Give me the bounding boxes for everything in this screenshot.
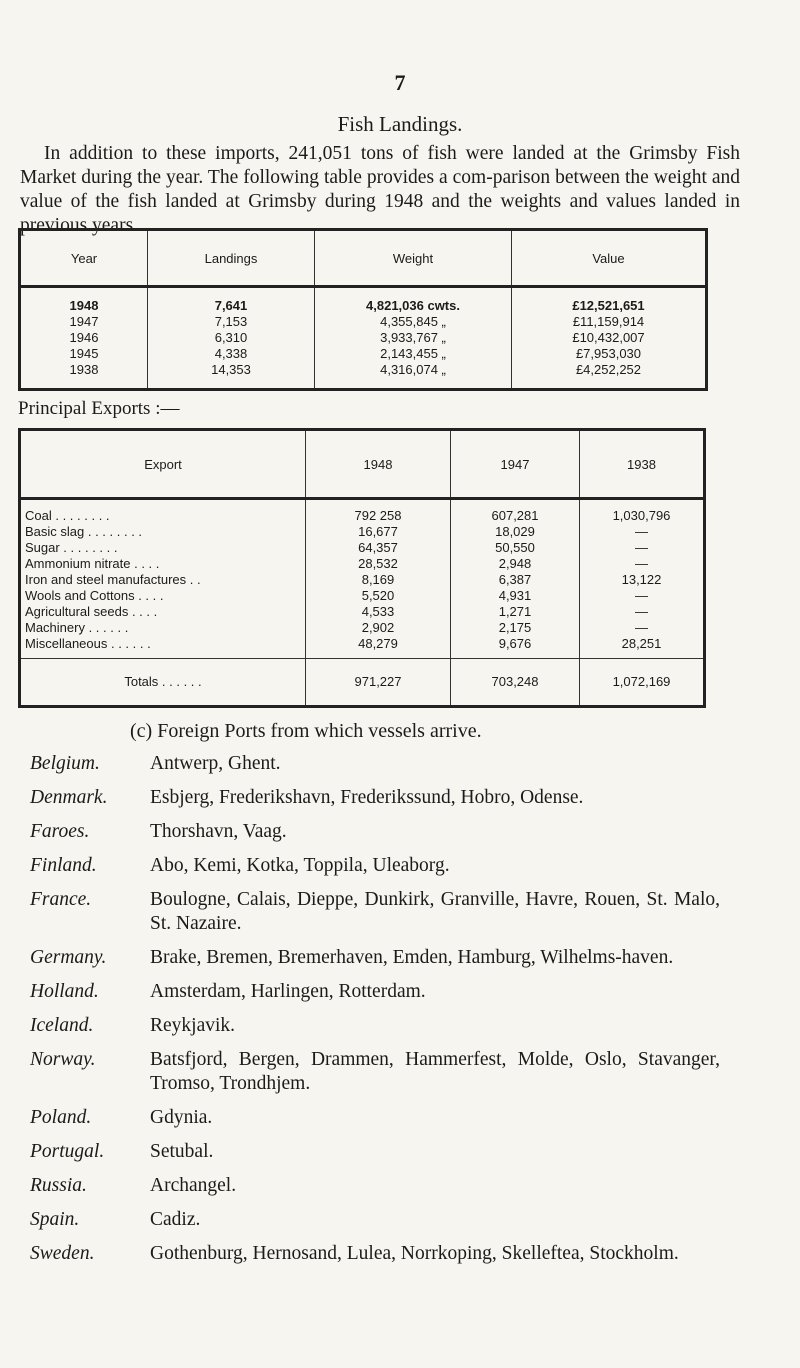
- totals-row: [20, 659, 705, 707]
- column-header: Landings: [148, 230, 315, 287]
- column-header: Export: [20, 430, 306, 499]
- cell: 4,533: [306, 604, 451, 620]
- list-item: [30, 888, 720, 936]
- cell: 607,281: [451, 499, 580, 525]
- country-label: Germany.: [30, 947, 107, 968]
- country-label: Portugal.: [30, 1141, 105, 1162]
- ports-text: Gothenburg, Hernosand, Lulea, Norrkoping, Skelleftea, Stockholm.: [150, 1243, 679, 1264]
- ports-title: (c) Foreign Ports from which vessels arrive.: [130, 720, 482, 742]
- cell: 3,933,767 „: [315, 330, 512, 346]
- table-row: [20, 330, 707, 346]
- cell: 6,387: [451, 572, 580, 588]
- cell: Agricultural seeds . . . .: [25, 604, 158, 619]
- cell: 2,948: [451, 556, 580, 572]
- country-label: Belgium.: [30, 753, 100, 774]
- list-item: [30, 1014, 720, 1038]
- cell: 971,227: [306, 659, 451, 707]
- cell: 48,279: [306, 636, 451, 659]
- cell: 1945: [69, 346, 99, 361]
- cell: £11,159,914: [512, 314, 707, 330]
- country-label: Spain.: [30, 1209, 80, 1230]
- cell: 28,532: [306, 556, 451, 572]
- ports-text: Esbjerg, Frederikshavn, Frederikssund, Hobro, Odense.: [150, 787, 584, 808]
- cell: 4,316,074 „: [315, 362, 512, 390]
- column-header: Value: [512, 230, 707, 287]
- cell: 28,251: [580, 636, 705, 659]
- country-label: Sweden.: [30, 1243, 95, 1264]
- list-item: [30, 1140, 720, 1164]
- cell: —: [580, 620, 705, 636]
- table-row: [20, 556, 705, 572]
- ports-text: Cadiz.: [150, 1209, 201, 1230]
- country-label: Norway.: [30, 1049, 96, 1070]
- cell: 9,676: [451, 636, 580, 659]
- exports-label: Principal Exports :—: [18, 398, 180, 419]
- cell: 1947: [69, 314, 99, 329]
- cell: —: [580, 540, 705, 556]
- ports-text: Abo, Kemi, Kotka, Toppila, Uleaborg.: [150, 855, 450, 876]
- cell: £7,953,030: [512, 346, 707, 362]
- cell: 7,641: [148, 287, 315, 315]
- section-title: Fish Landings.: [337, 112, 463, 136]
- country-label: Iceland.: [30, 1015, 94, 1036]
- country-label: Russia.: [30, 1175, 87, 1196]
- cell: —: [580, 524, 705, 540]
- list-item: [30, 1208, 720, 1232]
- cell: 13,122: [580, 572, 705, 588]
- list-item: [30, 980, 720, 1004]
- list-item: [30, 820, 720, 844]
- list-item: [30, 1048, 720, 1096]
- cell: 2,143,455 „: [315, 346, 512, 362]
- cell: 8,169: [306, 572, 451, 588]
- cell: 7,153: [148, 314, 315, 330]
- exports-table: [18, 428, 706, 708]
- ports-text: Batsfjord, Bergen, Drammen, Hammerfest, Molde, Oslo, Stavanger, Tromso, Trondhjem.: [150, 1049, 720, 1094]
- table-row: [20, 314, 707, 330]
- cell: 4,355,845 „: [315, 314, 512, 330]
- cell: —: [580, 556, 705, 572]
- table-row: [20, 540, 705, 556]
- column-header: 1938: [580, 430, 705, 499]
- ports-text: Brake, Bremen, Bremerhaven, Emden, Hamburg, Wilhelms-haven.: [150, 947, 674, 968]
- cell: Sugar . . . . . . . .: [25, 540, 118, 555]
- table-row: [20, 588, 705, 604]
- table-row: [20, 362, 707, 390]
- cell: 2,902: [306, 620, 451, 636]
- cell: Basic slag . . . . . . . .: [25, 524, 143, 539]
- country-label: Holland.: [30, 981, 99, 1002]
- list-item: [30, 1242, 720, 1266]
- intro-paragraph: In addition to these imports, 241,051 tons of fish were landed at the Grimsby Fish Market during the year. The following table provides a com-parison between the weight and value of the fish landed at Grimsby during 1948 and the weights and values landed in previous years.: [20, 143, 740, 236]
- table-row: [20, 604, 705, 620]
- country-label: Finland.: [30, 855, 97, 876]
- country-label: Poland.: [30, 1107, 92, 1128]
- cell: —: [580, 588, 705, 604]
- table-row: [20, 524, 705, 540]
- ports-text: Boulogne, Calais, Dieppe, Dunkirk, Granville, Havre, Rouen, St. Malo, St. Nazaire.: [150, 889, 720, 934]
- ports-list: [30, 752, 720, 1276]
- ports-text: Setubal.: [150, 1141, 214, 1162]
- ports-text: Amsterdam, Harlingen, Rotterdam.: [150, 981, 426, 1002]
- table-row: [20, 499, 705, 525]
- table-row: [20, 346, 707, 362]
- column-header: 1948: [306, 430, 451, 499]
- page-number: 7: [394, 70, 406, 95]
- ports-text: Gdynia.: [150, 1107, 213, 1128]
- landings-table: [18, 228, 708, 391]
- cell: 6,310: [148, 330, 315, 346]
- cell: 4,931: [451, 588, 580, 604]
- table-row: [20, 636, 705, 659]
- ports-text: Thorshavn, Vaag.: [150, 821, 287, 842]
- cell: 1946: [69, 330, 99, 345]
- ports-text: Reykjavik.: [150, 1015, 236, 1036]
- ports-text: Archangel.: [150, 1175, 237, 1196]
- cell: 1948: [69, 298, 99, 313]
- cell: £4,252,252: [512, 362, 707, 390]
- cell: 1938: [69, 362, 99, 377]
- column-header: Weight: [315, 230, 512, 287]
- cell: 703,248: [451, 659, 580, 707]
- cell: Machinery . . . . . .: [25, 620, 129, 635]
- country-label: France.: [30, 889, 92, 910]
- table-row: [20, 287, 707, 315]
- cell: 2,175: [451, 620, 580, 636]
- cell: 1,072,169: [580, 659, 705, 707]
- cell: Ammonium nitrate . . . .: [25, 556, 160, 571]
- cell: 64,357: [306, 540, 451, 556]
- cell: Coal . . . . . . . .: [25, 508, 110, 523]
- list-item: [30, 854, 720, 878]
- table-row: [20, 620, 705, 636]
- list-item: [30, 1106, 720, 1130]
- column-header: Year: [20, 230, 148, 287]
- cell: 18,029: [451, 524, 580, 540]
- cell: 1,030,796: [580, 499, 705, 525]
- list-item: [30, 786, 720, 810]
- list-item: [30, 1174, 720, 1198]
- cell: 1,271: [451, 604, 580, 620]
- ports-text: Antwerp, Ghent.: [150, 753, 281, 774]
- table-header-row: [20, 430, 705, 499]
- cell: Iron and steel manufactures . .: [25, 572, 201, 587]
- cell: 16,677: [306, 524, 451, 540]
- table-header-row: [20, 230, 707, 287]
- cell: Wools and Cottons . . . .: [25, 588, 164, 603]
- cell: £10,432,007: [512, 330, 707, 346]
- list-item: [30, 946, 720, 970]
- country-label: Denmark.: [30, 787, 108, 808]
- cell: Miscellaneous . . . . . .: [25, 636, 151, 651]
- column-header: 1947: [451, 430, 580, 499]
- cell: Totals . . . . . .: [20, 659, 306, 707]
- table-row: [20, 572, 705, 588]
- cell: 14,353: [148, 362, 315, 390]
- cell: £12,521,651: [512, 287, 707, 315]
- cell: 4,821,036 cwts.: [315, 287, 512, 315]
- cell: 50,550: [451, 540, 580, 556]
- cell: 4,338: [148, 346, 315, 362]
- cell: 5,520: [306, 588, 451, 604]
- list-item: [30, 752, 720, 776]
- country-label: Faroes.: [30, 821, 90, 842]
- cell: 792 258: [306, 499, 451, 525]
- cell: —: [580, 604, 705, 620]
